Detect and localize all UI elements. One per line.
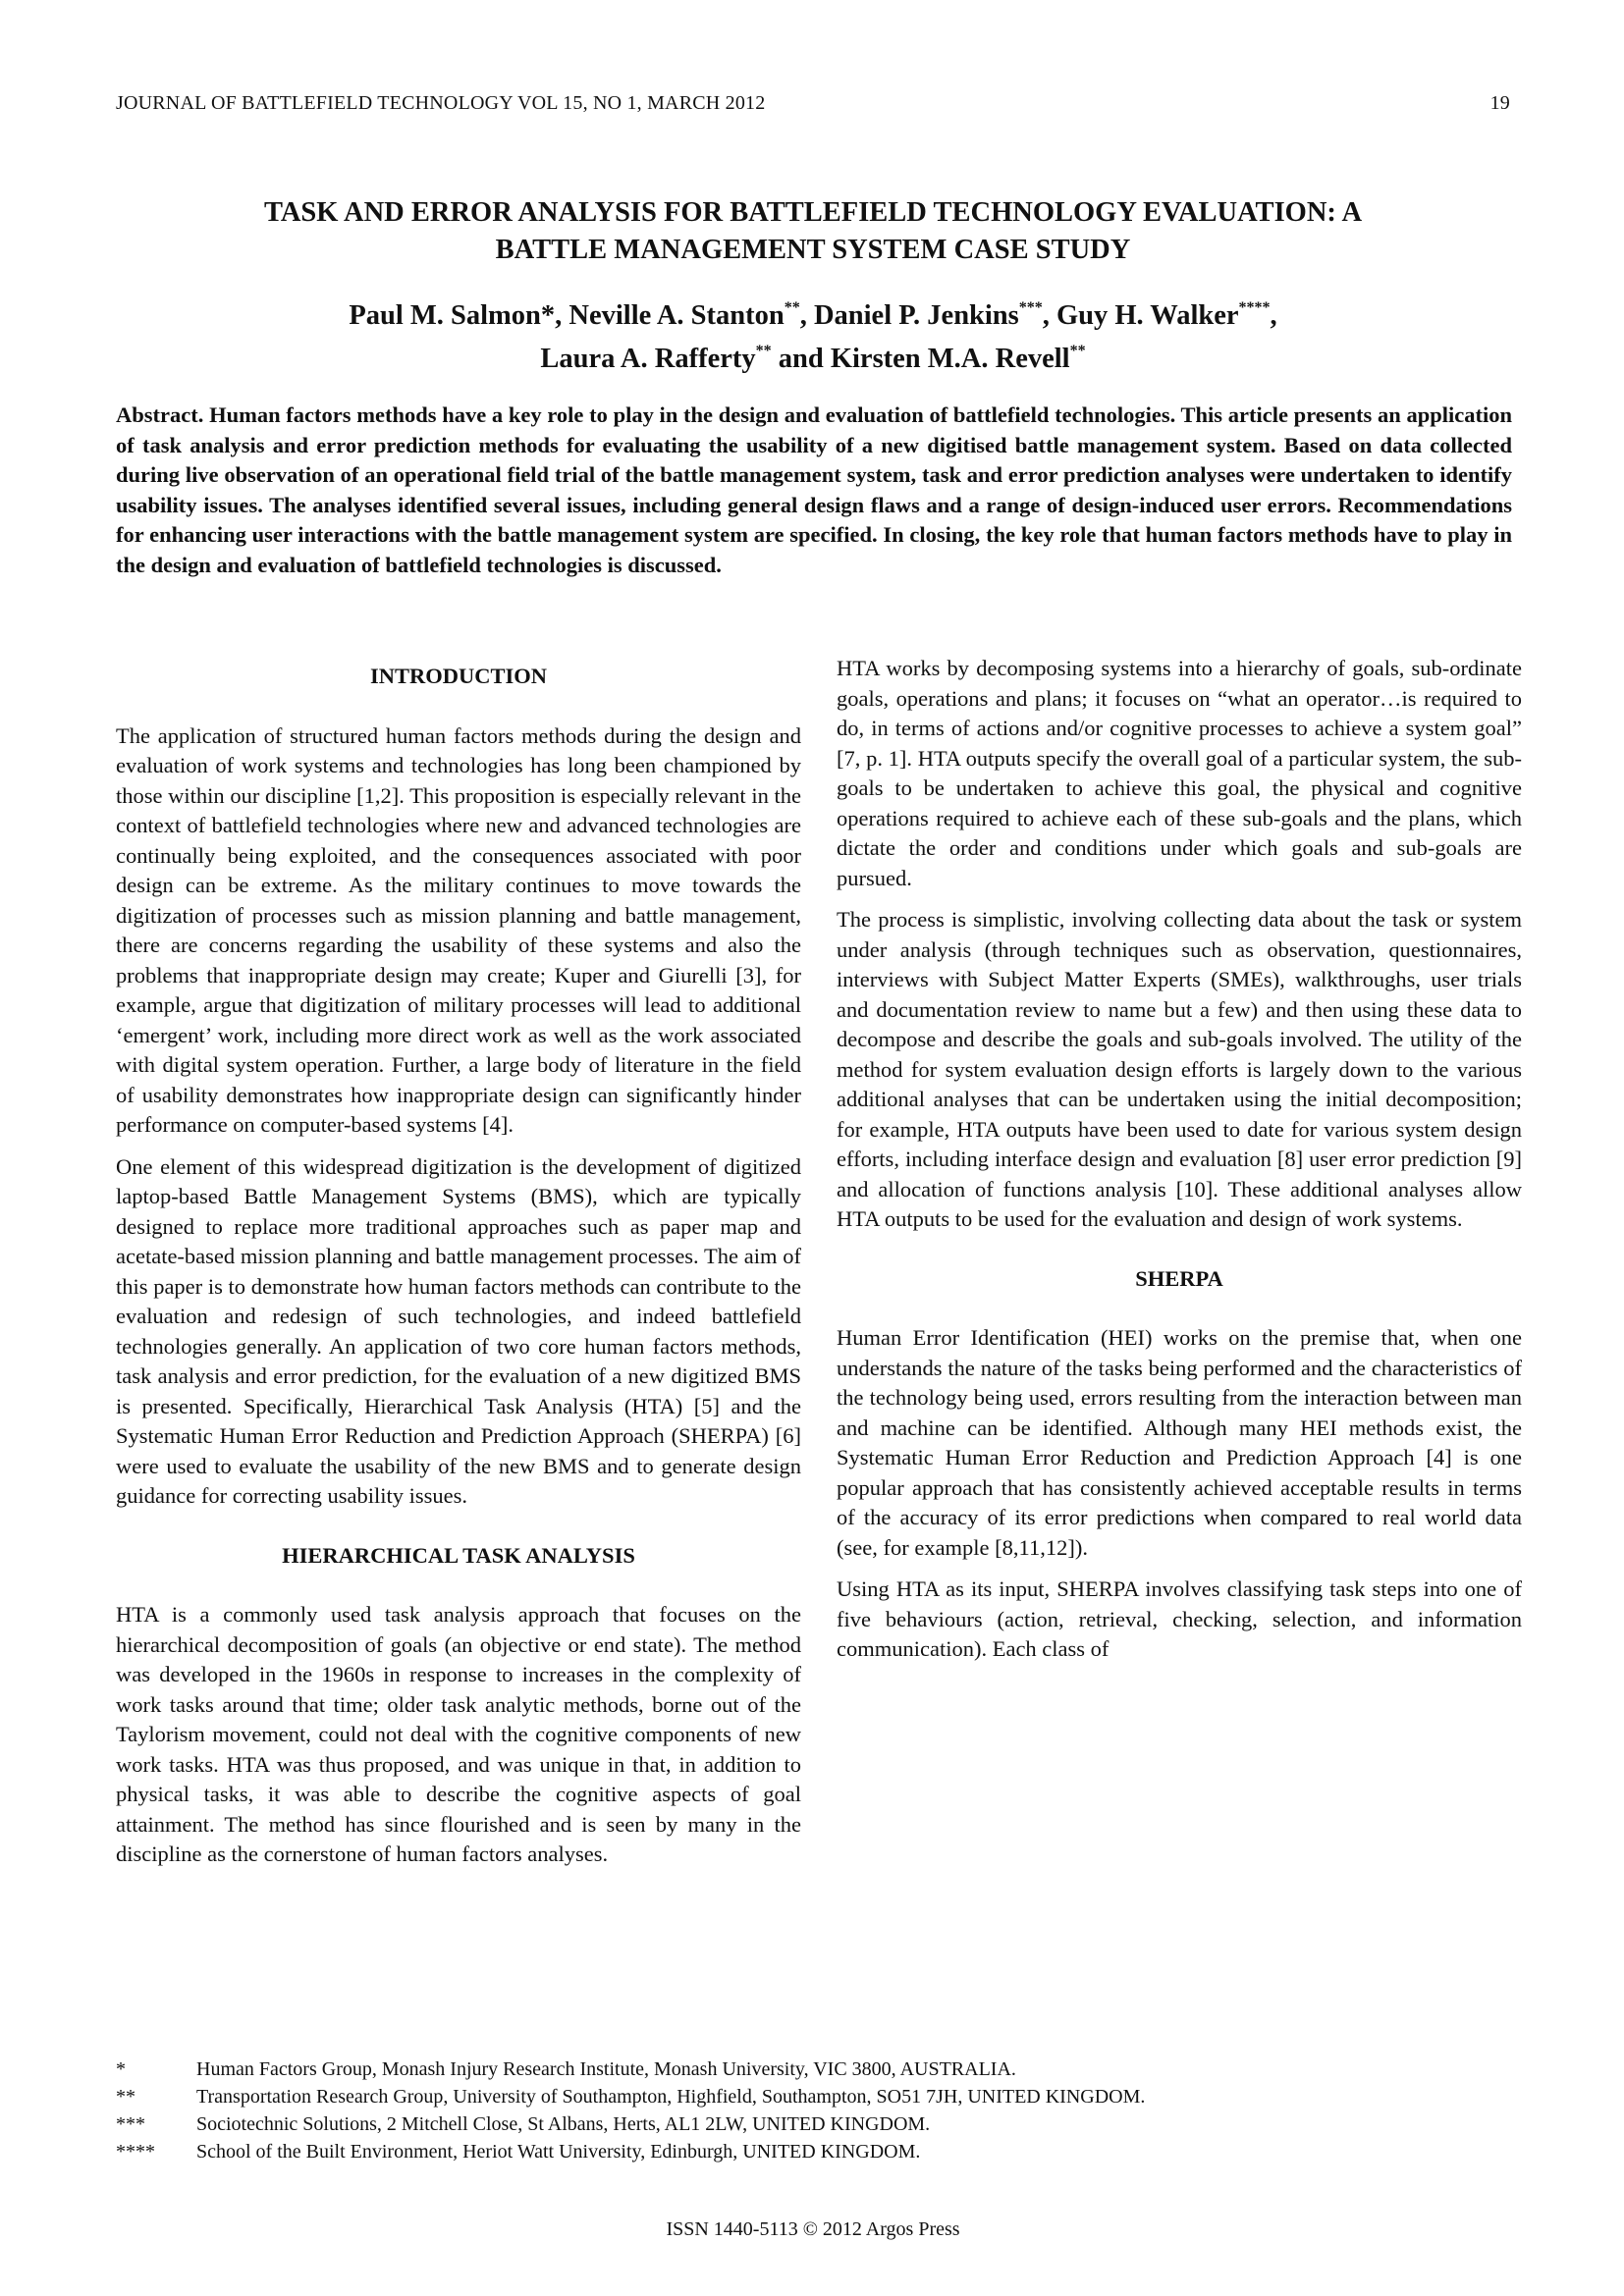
footnote-text: School of the Built Environment, Heriot Watt University, Edinburgh, UNITED KINGDOM. [196, 2141, 921, 2163]
section-heading-hta: HIERARCHICAL TASK ANALYSIS [282, 1542, 635, 1568]
footnote [116, 2110, 1510, 2138]
footnote-mark: ** [116, 2086, 135, 2108]
paragraph: Human Error Identification (HEI) works on the premise that, when one understands the nature of the tasks being performed and the characteristics of the technology being used, errors resulting from the interaction between man and machine can be identified. Although many HEI methods exist, the Systematic Human Error Reduction and Prediction Approach [4] is one popular approach that has consistently achieved acceptable results in terms of the accuracy of its error predictions when compared to real world data (see, for example [8,11,12]). [837, 1325, 1522, 1560]
title-line-1: TASK AND ERROR ANALYSIS FOR BATTLEFIELD TECHNOLOGY EVALUATION: A [263, 197, 1363, 228]
footnote [116, 2083, 1510, 2110]
section-heading-introduction: INTRODUCTION [369, 664, 548, 688]
footnote [116, 2138, 1510, 2165]
author-name: Guy H. Walker [1056, 300, 1239, 331]
footnote-mark: **** [116, 2141, 155, 2163]
footnote-mark: * [116, 2058, 126, 2080]
paragraph: The application of structured human factors methods during the design and evaluation of work systems and technologies has long been championed by those within our discipline [1,2]. This proposition is especially relevant in the context of battlefield technologies where new and advanced technologies are continually being exploited, and the consequences associated with poor design can be extreme. As the military continues to move towards the digitization of processes such as mission planning and battle management, there are concerns regarding the usability of these systems and also the problems that inappropriate design may create; Kuper and Giurelli [3], for example, argue that digitization of military processes will lead to additional ‘emergent’ work, including more direct work as well as the work associated with digital system operation. Further, a large body of literature in the field of usability demonstrates how inappropriate design can significantly hinder performance on computer-based systems [4]. [116, 722, 801, 1137]
left-column [116, 654, 801, 1882]
author-separator: , [799, 300, 814, 331]
author-separator: , [1042, 300, 1056, 331]
author-separator: , [1270, 300, 1277, 331]
affiliation-footnotes [116, 2056, 1510, 2165]
author-name: Paul M. Salmon* [349, 300, 556, 331]
footnote-text: Human Factors Group, Monash Injury Research Institute, Monash University, VIC 3800, AUSTRALIA. [196, 2058, 1016, 2080]
author-list [116, 294, 1510, 381]
author-name: Laura A. Rafferty [540, 344, 756, 374]
paragraph: HTA is a commonly used task analysis approach that focuses on the hierarchical decomposition of goals (an objective or end state). The method was developed in the 1960s in response to increases in the complexity of work tasks around that time; older task analytic methods, borne out of the Taylorism movement, could not deal with the cognitive components of new work tasks. HTA was thus proposed, and was unique in that, in addition to physical tasks, it was able to describe the cognitive aspects of goal attainment. The method has since flourished and is seen by many in the discipline as the cornerstone of human factors analyses. [116, 1602, 801, 1866]
author-line-2 [116, 338, 1510, 381]
author-separator: and [771, 344, 831, 374]
affiliation-mark: *** [1018, 299, 1043, 316]
author-name: Kirsten M.A. Revell [830, 344, 1070, 374]
abstract: Abstract. Human factors methods have a key role to play in the design and evaluation of battlefield technologies. This article presents an application of task analysis and error prediction methods for evaluating the usability of a new digitised battle management system. Based on data collected during live observation of an operational field trial of the battle management system, task and error prediction analyses were undertaken to identify usability issues. The analyses identified several issues, including general design flaws and a range of design-induced user errors. Recommendations for enhancing user interactions with the battle management system are specified. In closing, the key role that human factors methods have to play in the design and evaluation of battlefield technologies is discussed. [116, 402, 1512, 577]
paragraph: The process is simplistic, involving collecting data about the task or system under analysis (through techniques such as observation, questionnaires, interviews with Subject Matter Experts (SMEs), walkthroughs, user trials and documentation review to name but a few) and then using these data to decompose and describe the goals and sub-goals involved. The utility of the method for system evaluation design efforts is largely down to the various additional analyses that can be undertaken using the initial decomposition; for example, HTA outputs have been used to date for various system design efforts, including interface design and evaluation [8] user error prediction [9] and allocation of functions analysis [10]. These additional analyses allow HTA outputs to be used for the evaluation and design of work systems. [837, 907, 1522, 1231]
affiliation-mark: ** [1069, 343, 1086, 359]
paragraph: Using HTA as its input, SHERPA involves classifying task steps into one of five behaviours (action, retrieval, checking, selection, and information communication). Each class of [837, 1576, 1522, 1661]
footnote-mark: *** [116, 2113, 145, 2135]
footnote-text: Transportation Research Group, University of Southampton, Highfield, Southampton, SO51 7JH, UNITED KINGDOM. [196, 2086, 1146, 2108]
title-line-2: BATTLE MANAGEMENT SYSTEM CASE STUDY [495, 235, 1131, 265]
footnote [116, 2056, 1510, 2083]
author-separator: , [555, 300, 569, 331]
journal-name: JOURNAL OF BATTLEFIELD TECHNOLOGY VOL 15, NO 1, MARCH 2012 [116, 92, 766, 114]
section-heading-sherpa: SHERPA [1135, 1265, 1223, 1291]
issn-footer: ISSN 1440-5113 © 2012 Argos Press [666, 2218, 960, 2240]
right-column [837, 654, 1522, 1677]
author-name: Neville A. Stanton [568, 300, 785, 331]
paragraph: One element of this widespread digitization is the development of digitized laptop-based Battle Management Systems (BMS), which are typically designed to replace more traditional approaches such as paper map and acetate-based mission planning and battle management processes. The aim of this paper is to demonstrate how human factors methods can contribute to the evaluation and redesign of such technologies, and indeed battlefield technologies generally. An application of two core human factors methods, task analysis and error prediction, for the evaluation of a new digitized BMS is presented. Specifically, Hierarchical Task Analysis (HTA) [5] and the Systematic Human Error Reduction and Prediction Approach (SHERPA) [6] were used to evaluate the usability of the new BMS and to generate design guidance for correcting usability issues. [116, 1153, 801, 1508]
author-line-1 [116, 294, 1510, 338]
affiliation-mark: ** [755, 343, 772, 359]
affiliation-mark: **** [1238, 299, 1271, 316]
author-name: Daniel P. Jenkins [813, 300, 1019, 331]
affiliation-mark: ** [784, 299, 800, 316]
page-number: 19 [1489, 92, 1510, 114]
paragraph: HTA works by decomposing systems into a hierarchy of goals, sub-ordinate goals, operations and plans; it focuses on “what an operator…is required to do, in terms of actions and/or cognitive processes to achieve a system goal” [7, p. 1]. HTA outputs specify the overall goal of a particular system, the sub-goals to be undertaken to achieve this goal, the physical and cognitive operations required to achieve each of these sub-goals and the plans, which dictate the order and conditions under which goals and sub-goals are pursued. [837, 656, 1522, 890]
footnote-text: Sociotechnic Solutions, 2 Mitchell Close, St Albans, Herts, AL1 2LW, UNITED KINGDOM. [196, 2113, 931, 2135]
paper-title [116, 194, 1510, 269]
running-header [116, 92, 1510, 115]
